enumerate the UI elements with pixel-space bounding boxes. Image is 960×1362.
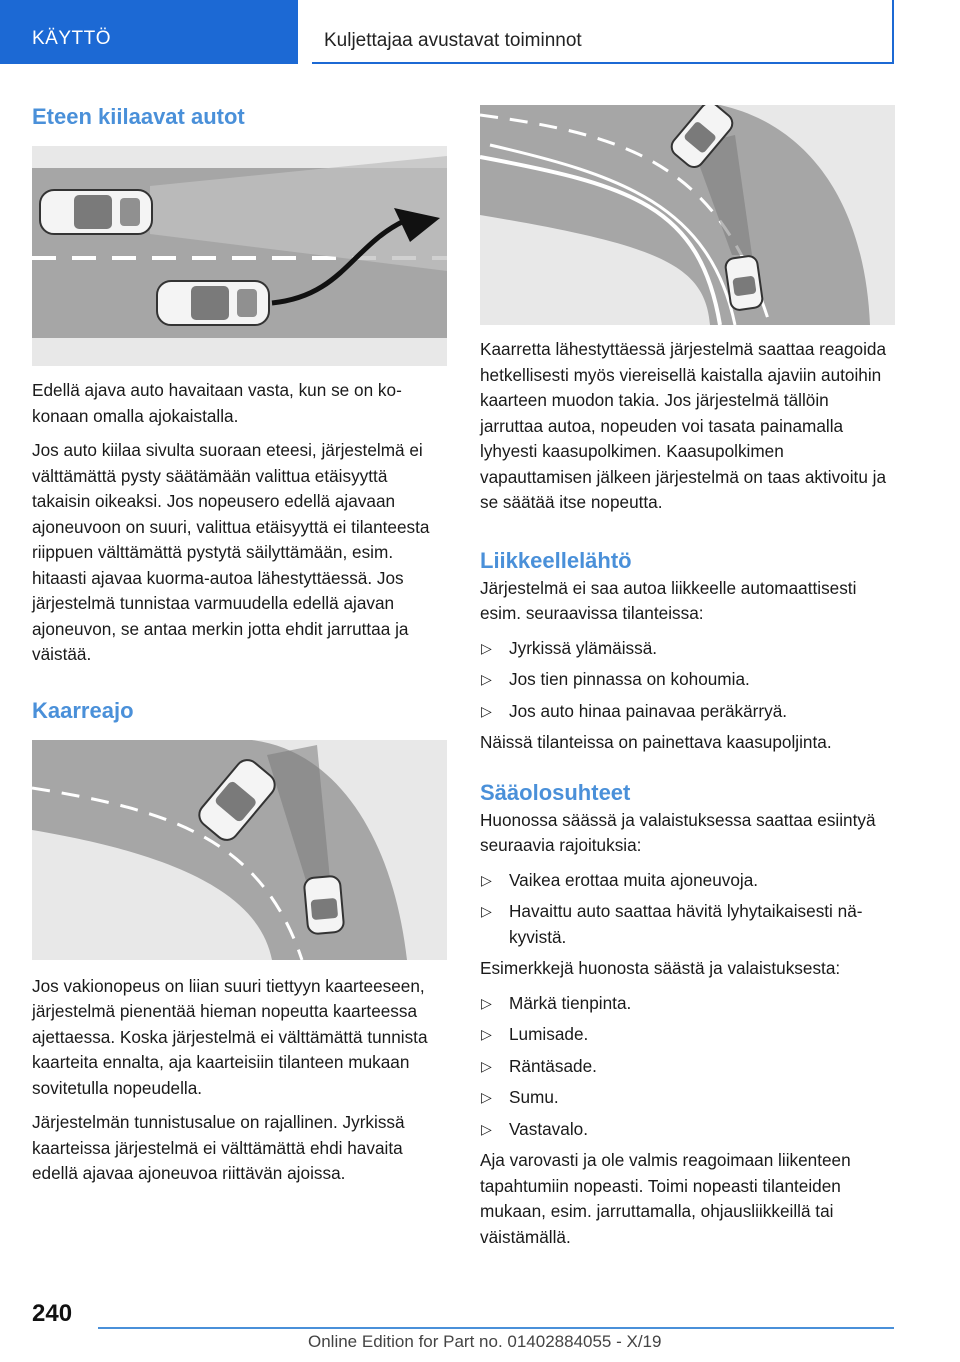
curve-illustration — [32, 740, 447, 960]
heading-start-off: Liikkeellelähtö — [480, 547, 632, 573]
list-item: ▷ Jos tien pinnassa on kohoumia. — [480, 667, 895, 693]
bullet-triangle-icon: ▷ — [481, 903, 492, 919]
left-column — [32, 102, 447, 1196]
cut-in-illustration — [32, 146, 447, 366]
bullet-triangle-icon: ▷ — [481, 702, 492, 719]
page-number: 240 — [32, 1300, 73, 1327]
right-column — [480, 105, 895, 1259]
bullet-triangle-icon: ▷ — [481, 639, 492, 656]
chapter-title: Kuljettajaa avustavat toiminnot — [324, 30, 582, 51]
figure-cut-in — [32, 146, 447, 366]
list-item: ▷ Jos auto hinaa painavaa peräkärryä. — [480, 699, 895, 725]
footer-divider — [98, 1327, 894, 1329]
heading-cut-in: Eteen kiilaavat autot — [32, 104, 245, 129]
bullet-triangle-icon: ▷ — [481, 1026, 492, 1042]
paragraph-weather-advice: Aja varovasti ja ole valmis reagoimaan liikenteen tapahtumiin nopeasti. Toimi nopeasti tilanteiden mukaan, esim. jarruttamalla, ohjausliikkeillä tai väistämällä. — [480, 1150, 851, 1247]
paragraph-cut-in-1: Edellä ajava auto havaitaan vasta, kun se on kokonaan omalla ajokaistalla. — [32, 380, 402, 426]
bullet-triangle-icon: ▷ — [481, 871, 492, 888]
bullet-triangle-icon: ▷ — [481, 1120, 492, 1137]
bullet-triangle-icon: ▷ — [481, 1057, 492, 1074]
bullet-triangle-icon: ▷ — [481, 994, 492, 1011]
heading-weather: Sääolosuhteet — [480, 779, 631, 805]
paragraph-weather-examples: Esimerkkejä huonosta säästä ja valaistuksesta: — [480, 958, 841, 978]
list-item: ▷ Vastavalo. — [480, 1117, 895, 1143]
list-weather-examples — [480, 991, 895, 1143]
section-title: KÄYTTÖ — [32, 28, 112, 49]
car-cutting-in — [157, 281, 269, 325]
footer-edition: Online Edition for Part no. 01402884055 - X/19 — [308, 1332, 662, 1351]
list-item: ▷ Räntäsade. — [480, 1054, 895, 1080]
paragraph-adjacent-lane: Kaarretta lähestyttäessä järjestelmä saattaa reagoida hetkellisesti myös viereisellä kaistalla ajaviin autoihin kaarteen muodon takia. Jos järjestelmä tällöin jarruttaa autoa, nopeuden voi tasata painamalla lyhyesti kaasupolkimen. Kaasupolkimen vapauttamisen jälkeen järjestelmä on taas aktivoitu ja se säätää itse nopeutta. — [480, 339, 887, 512]
car-own — [40, 190, 152, 234]
paragraph-curves-2: Järjestelmän tunnistusalue on rajallinen. Jyrkissä kaarteissa järjestelmä ei välttämättä ehdi havaita edellä ajavaa ajoneuvoa riittävän ajoissa. — [32, 1112, 405, 1183]
chapter-header — [312, 0, 894, 64]
heading-curves: Kaarreajo — [32, 697, 134, 723]
list-weather-limits — [480, 868, 895, 951]
list-item: ▷ Lumisade. — [480, 1022, 895, 1048]
paragraph-weather-intro: Huonossa säässä ja valaistuksessa saattaa esiintyä seuraavia rajoituksia: — [480, 809, 876, 855]
list-item: ▷ Märkä tienpinta. — [480, 991, 895, 1017]
list-start-off — [480, 636, 895, 725]
list-item: ▷ Jyrkissä ylämäissä. — [480, 636, 895, 662]
list-item: ▷ Sumu. — [480, 1085, 895, 1111]
car-own — [725, 255, 764, 311]
figure-adjacent-lane — [480, 105, 895, 325]
paragraph-curves-1: Jos vakionopeus on liian suuri tiettyyn kaarteeseen, järjestelmä pienentää hieman nopeutta kaarteessa ajettaessa. Koska järjestelmä ei välttämättä tunnista kaarteita ennalta, aja kaarteisiin tilanteen mukaan sovitetulla nopeudella. — [32, 975, 428, 1098]
bullet-triangle-icon: ▷ — [481, 671, 492, 687]
paragraph-cut-in-2: Jos auto kiilaa sivulta suoraan eteesi, järjestelmä ei välttämättä pysty säätämään valittua etäisyyttä takaisin oikeaksi. Jos nopeusero edellä ajavaan ajoneuvoon on suuri, valittua etäisyyttä ei tilanteesta riippuen välttämättä pystytä säilyttämään, esim. hitaasti ajavaa kuorma-autoa lähestyttäessä. Jos järjestelmä tunnistaa varmuudella edellä ajavan ajoneuvon, se antaa merkin jotta ehdit jarruttaa ja väistää. — [32, 440, 430, 664]
paragraph-start-off-note: Näissä tilanteissa on painettava kaasupoljinta. — [480, 732, 832, 752]
car-own-in-curve — [304, 875, 345, 934]
list-item: ▷ Vaikea erottaa muita ajoneuvoja. — [480, 868, 895, 894]
figure-curves — [32, 740, 447, 960]
paragraph-start-off: Järjestelmä ei saa autoa liikkeelle automaattisesti esim. seuraavissa tilanteissa: — [480, 577, 857, 623]
section-tab — [0, 0, 298, 64]
bullet-triangle-icon: ▷ — [481, 1089, 492, 1105]
adjacent-lane-illustration — [480, 105, 895, 325]
list-item: ▷ Havaittu auto saattaa hävitä lyhytaikaisesti näkyvistä. — [481, 901, 863, 947]
